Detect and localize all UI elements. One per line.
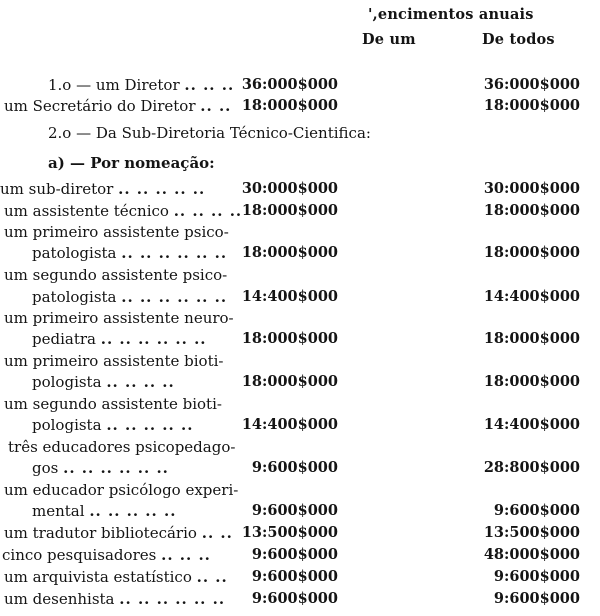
- value-de-um: 9:600$000: [251, 546, 338, 563]
- leader-dots: .. .. .. .. ..: [89, 502, 177, 520]
- row-label: um sub-diretor: [0, 180, 114, 198]
- leader-dots: .. .. .. .. ..: [118, 180, 206, 198]
- row-label: um primeiro assistente bioti-: [4, 352, 224, 370]
- value-de-todos: 14:400$000: [483, 416, 580, 433]
- value-de-um: 36:000$000: [241, 76, 338, 93]
- row-label: um segundo assistente psico-: [4, 266, 228, 284]
- table-row: [0, 590, 600, 610]
- leader-dots: .. .. .. ..: [173, 202, 243, 220]
- value-de-um: 18:000$000: [241, 244, 338, 261]
- value-de-um: 18:000$000: [241, 330, 338, 347]
- row-label-continuation: patologista: [32, 288, 117, 306]
- value-de-um: 30:000$000: [241, 180, 338, 197]
- value-de-um: 18:000$000: [241, 97, 338, 114]
- leader-dots: .. .. .. .. .. ..: [121, 288, 228, 306]
- subsection-heading: [0, 154, 600, 174]
- value-de-um: 18:000$000: [241, 373, 338, 390]
- row-label-continuation: pologista: [32, 373, 102, 391]
- row-label-continuation: pediatra: [32, 330, 96, 348]
- value-de-todos: 18:000$000: [483, 244, 580, 261]
- leader-dots: .. .. .. .. ..: [106, 416, 194, 434]
- value-de-todos: 9:600$000: [493, 502, 580, 519]
- table-row-first-line: [0, 438, 600, 458]
- value-de-um: 9:600$000: [251, 568, 338, 585]
- table-row: [0, 288, 600, 308]
- table-row-first-line: [0, 481, 600, 501]
- value-de-um: 9:600$000: [251, 590, 338, 607]
- row-label: um desenhista: [4, 590, 115, 608]
- value-de-um: 18:000$000: [241, 202, 338, 219]
- leader-dots: .. ..: [196, 568, 228, 586]
- table-row-first-line: [0, 352, 600, 372]
- value-de-todos: 14:400$000: [483, 288, 580, 305]
- row-label: um Secretário do Diretor: [4, 97, 196, 115]
- value-de-todos: 18:000$000: [483, 97, 580, 114]
- value-de-todos: 48:000$000: [483, 546, 580, 563]
- leader-dots: .. .. .. ..: [106, 373, 175, 391]
- row-label: cinco pesquisadores: [2, 546, 157, 564]
- value-de-todos: 9:600$000: [493, 590, 580, 607]
- row-label: 1.o — um Diretor: [48, 76, 180, 94]
- leader-dots: .. .. .. .. .. ..: [63, 459, 169, 477]
- header-col-de-um: De um: [362, 31, 416, 48]
- table-row: [0, 568, 600, 588]
- row-label: três educadores psicopedago-: [8, 438, 236, 456]
- row-label: um assistente técnico: [4, 202, 169, 220]
- section-heading: [0, 124, 600, 144]
- value-de-um: 13:500$000: [241, 524, 338, 541]
- row-label-continuation: gos: [32, 459, 59, 477]
- table-row: [0, 546, 600, 566]
- leader-dots: .. .. ..: [161, 546, 211, 564]
- leader-dots: .. ..: [201, 524, 233, 542]
- table-row: [0, 524, 600, 544]
- value-de-um: 14:400$000: [241, 416, 338, 433]
- row-label: um primeiro assistente neuro-: [4, 309, 234, 327]
- leader-dots: .. ..: [200, 97, 232, 115]
- leader-dots: .. .. .. .. .. ..: [100, 330, 207, 348]
- table-row: [0, 330, 600, 350]
- value-de-um: 14:400$000: [241, 288, 338, 305]
- value-de-todos: 18:000$000: [483, 202, 580, 219]
- table-row: [0, 459, 600, 479]
- table-row: [0, 97, 600, 117]
- row-label-continuation: patologista: [32, 244, 117, 262]
- value-de-todos: 36:000$000: [483, 76, 580, 93]
- subsection-title: a) — Por nomeação:: [48, 154, 215, 172]
- table-row: [0, 76, 600, 96]
- value-de-um: 9:600$000: [251, 459, 338, 476]
- table-row-first-line: [0, 266, 600, 286]
- table-row: [0, 416, 600, 436]
- value-de-todos: 18:000$000: [483, 330, 580, 347]
- value-de-todos: 9:600$000: [493, 568, 580, 585]
- row-label-continuation: mental: [32, 502, 85, 520]
- table-row: [0, 244, 600, 264]
- row-label-continuation: pologista: [32, 416, 102, 434]
- value-de-um: 9:600$000: [251, 502, 338, 519]
- row-label: um segundo assistente bioti-: [4, 395, 222, 413]
- row-label: um tradutor bibliotecário: [4, 524, 197, 542]
- header-title: ',encimentos anuais: [368, 6, 534, 23]
- leader-dots: .. .. .. .. .. ..: [121, 244, 228, 262]
- value-de-todos: 18:000$000: [483, 373, 580, 390]
- table-row-first-line: [0, 309, 600, 329]
- value-de-todos: 13:500$000: [483, 524, 580, 541]
- leader-dots: .. .. .. .. .. ..: [119, 590, 226, 608]
- value-de-todos: 28:800$000: [483, 459, 580, 476]
- table-row: [0, 373, 600, 393]
- table-row: [0, 180, 600, 200]
- row-label: um primeiro assistente psico-: [4, 223, 229, 241]
- table-row: [0, 202, 600, 222]
- row-label: um arquivista estatístico: [4, 568, 192, 586]
- row-label: um educador psicólogo experi-: [4, 481, 239, 499]
- table-row: [0, 502, 600, 522]
- table-row-first-line: [0, 395, 600, 415]
- table-row-first-line: [0, 223, 600, 243]
- section-title: 2.o — Da Sub-Diretoria Técnico-Cientifica:: [48, 124, 371, 142]
- leader-dots: .. .. ..: [184, 76, 235, 94]
- value-de-todos: 30:000$000: [483, 180, 580, 197]
- header-col-de-todos: De todos: [482, 31, 555, 48]
